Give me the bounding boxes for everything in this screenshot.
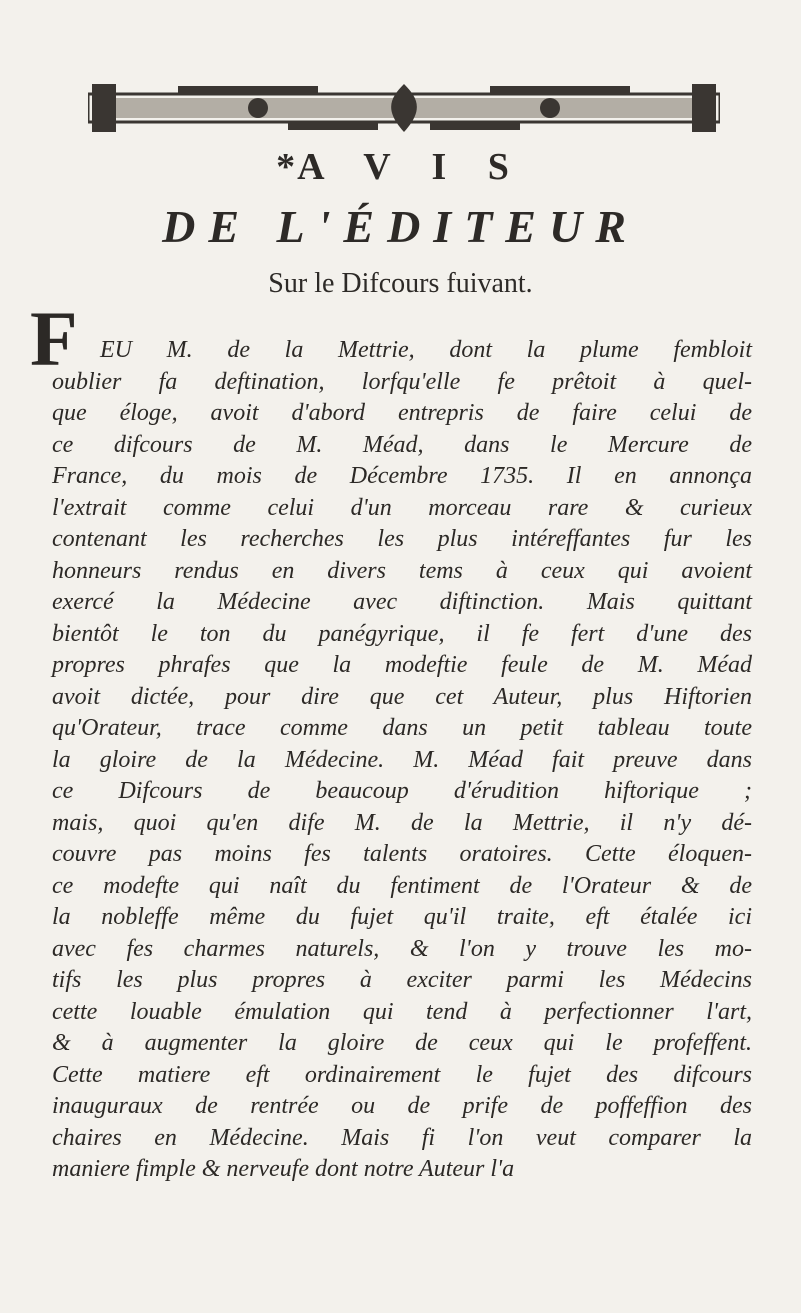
text-line: contenant les recherches les plus intéreffantes fur les <box>52 526 752 552</box>
text-line: ce difcours de M. Méad, dans le Mercure de <box>52 431 752 458</box>
text-line: tifs les plus propres à exciter parmi les Médecins <box>52 967 752 993</box>
drop-cap: F <box>30 295 78 382</box>
text-line: qu'Orateur, trace comme dans un petit tableau toute <box>52 715 752 741</box>
text-line: avec fes charmes naturels, & l'on y trouve les mo- <box>52 935 752 962</box>
text-line: cette louable émulation qui tend à perfectionner l'art, <box>52 998 752 1025</box>
body-paragraph <box>52 300 752 1186</box>
text-line: exercé la Médecine avec diftinction. Mais quittant <box>52 589 752 615</box>
text-line: bientôt le ton du panégyrique, il fe fert d'une des <box>52 620 752 647</box>
text-line: oublier fa deftination, lorfqu'elle fe prêtoit à quel- <box>52 368 752 395</box>
text-line: propres phrafes que la modeftie feule de M. Méad <box>52 652 752 678</box>
text-line: que éloge, avoit d'abord entrepris de faire celui de <box>52 400 752 426</box>
text-line: maniere fimple & nerveufe dont notre Auteur l'a <box>52 1156 515 1182</box>
text-line: ce Difcours de beaucoup d'érudition hiftorique ; <box>52 778 752 804</box>
text-line: mais, quoi qu'en dife M. de la Mettrie, il n'y dé- <box>52 809 752 836</box>
text-line: inauguraux de rentrée ou de prife de poffeffion des <box>52 1093 752 1119</box>
text-line: honneurs rendus en divers tems à ceux qui avoient <box>52 557 752 584</box>
text-line: ce modefte qui naît du fentiment de l'Orateur & de <box>52 872 752 899</box>
text-line: l'extrait comme celui d'un morceau rare & curieux <box>52 494 752 521</box>
text-line: EU M. de la Mettrie, dont la plume fembloit <box>100 337 752 363</box>
text-line: la gloire de la Médecine. M. Méad fait preuve dans <box>52 746 752 773</box>
text-line: couvre pas moins fes talents oratoires. Cette éloquen- <box>52 841 752 867</box>
text-line: France, du mois de Décembre 1735. Il en annonça <box>52 463 752 489</box>
text-line: & à augmenter la gloire de ceux qui le profeffent. <box>52 1030 752 1056</box>
text-line: chaires en Médecine. Mais fi l'on veut comparer la <box>52 1124 752 1151</box>
heading-avis <box>0 145 801 189</box>
text-line: la nobleffe même du fujet qu'il traite, eft étalée ici <box>52 904 752 930</box>
asterisk-mark: * <box>276 146 298 188</box>
heading-editeur: DE L'ÉDITEUR <box>162 201 639 252</box>
subtitle: Sur le Difcours fuivant. <box>268 268 533 299</box>
decorative-headpiece-ornament <box>88 80 720 136</box>
text-line: avoit dictée, pour dire que cet Auteur, plus Hiftorien <box>52 683 752 710</box>
text-line: Cette matiere eft ordinairement le fujet des difcours <box>52 1061 752 1088</box>
heading-avis-text: A V I S <box>297 146 525 188</box>
